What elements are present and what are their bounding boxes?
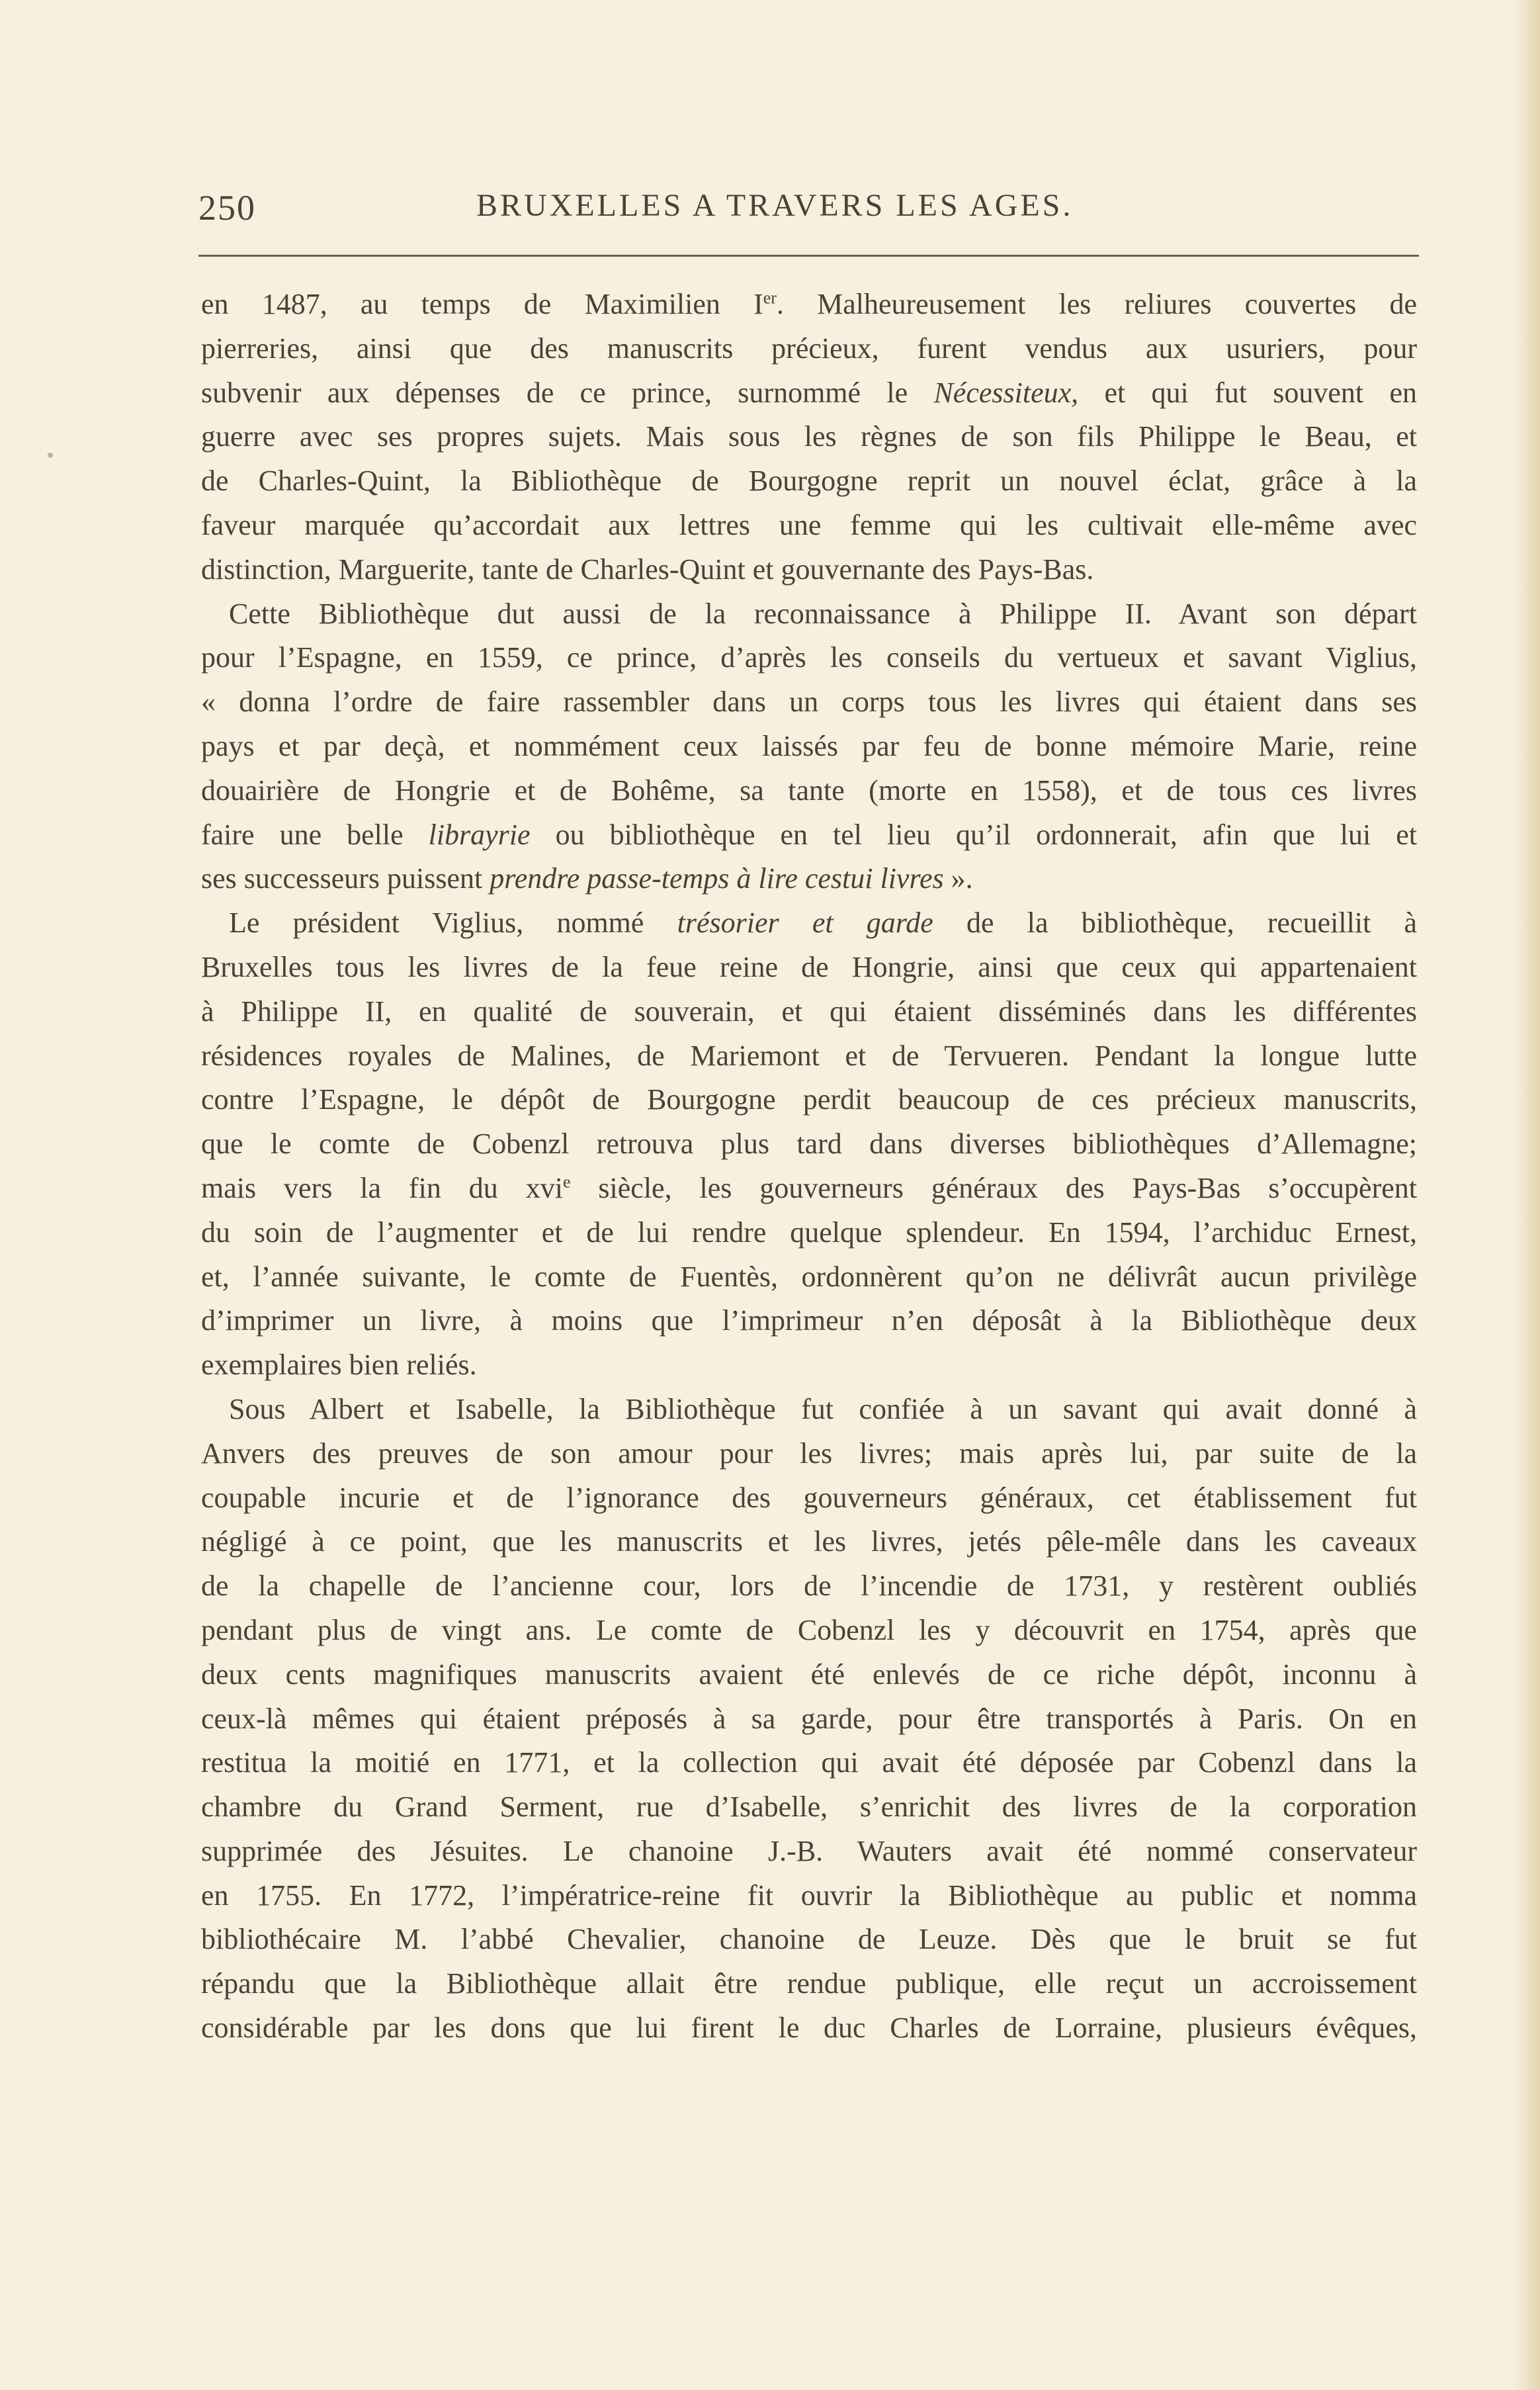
text-line (201, 1785, 1417, 1830)
text-run: douairière de Hongrie et de Bohême, sa tante (morte en 1558), et de tous ces livres (201, 774, 1417, 807)
text-line (201, 1830, 1417, 1874)
text-run: bibliothécaire M. l’abbé Chevalier, chanoine de Leuze. Dès que le bruit se fut (201, 1923, 1417, 1956)
text-line (201, 1741, 1417, 1785)
text-run: pour l’Espagne, en 1559, ce prince, d’après les conseils du vertueux et savant Viglius, (201, 641, 1417, 674)
text-line (201, 1874, 1417, 1918)
page-edge-shading (1514, 0, 1540, 2390)
text-run: et qui fut souvent en (1078, 376, 1417, 409)
italic-phrase: librayrie (428, 818, 531, 851)
text-run: ». (943, 862, 973, 895)
text-line (201, 327, 1417, 371)
text-line (201, 769, 1417, 813)
text-line (201, 1697, 1417, 1742)
text-run: et, l’année suivante, le comte de Fuentès, ordonnèrent qu’on ne délivrât aucun privilège (201, 1260, 1417, 1293)
running-title: BRUXELLES A TRAVERS LES AGES. (476, 188, 1074, 223)
text-run: guerre avec ses propres sujets. Mais sous les règnes de son fils Philippe le Beau, et (201, 420, 1417, 453)
text-line (201, 2006, 1417, 2051)
text-run: . Malheureusement les reliures couvertes de (776, 288, 1417, 320)
paper-speck (48, 453, 53, 458)
text-line (201, 1299, 1417, 1343)
text-line (201, 1476, 1417, 1521)
text-run: contre l’Espagne, le dépôt de Bourgogne perdit beaucoup de ces précieux manuscrits, (201, 1083, 1417, 1116)
italic-phrase: trésorier et garde (677, 907, 933, 940)
text-line (201, 592, 1417, 637)
text-line (201, 1211, 1417, 1255)
text-run: Le président Viglius, nommé (229, 907, 677, 940)
text-run: faveur marquée qu’accordait aux lettres une femme qui les cultivait elle-même avec (201, 508, 1417, 541)
text-run: Bruxelles tous les livres de la feue reine de Hongrie, ainsi que ceux qui appartenaient (201, 950, 1417, 983)
text-run: « donna l’ordre de faire rassembler dans un corps tous les livres qui étaient dans ses (201, 686, 1417, 719)
text-run: à Philippe II, en qualité de souverain, et qui étaient disséminés dans les différentes (201, 995, 1417, 1028)
text-run: en 1755. En 1772, l’impératrice-reine fit ouvrir la Bibliothèque au public et nomma (201, 1879, 1417, 1912)
text-line (201, 1962, 1417, 2006)
text-run: mais vers la fin du xvi (201, 1171, 563, 1204)
text-run: ceux-là mêmes qui étaient préposés à sa garde, pour être transportés à Paris. On en (201, 1702, 1417, 1735)
text-line (201, 371, 1417, 416)
text-run: Cette Bibliothèque dut aussi de la reconnaissance à Philippe II. Avant son départ (229, 597, 1417, 630)
text-line (201, 1255, 1417, 1300)
text-line (201, 1343, 1417, 1388)
text-line (201, 1609, 1417, 1653)
text-run: considérable par les dons que lui firent le duc Charles de Lorraine, plusieurs évêques, (201, 2012, 1417, 2045)
text-run: deux cents magnifiques manuscrits avaient été enlevés de ce riche dépôt, inconnu à (201, 1658, 1417, 1691)
text-run: coupable incurie et de l’ignorance des gouverneurs généraux, cet établissement fut (201, 1481, 1417, 1514)
text-line (201, 1122, 1417, 1167)
text-run: siècle, les gouverneurs généraux des Pays-Bas s’occupèrent (570, 1171, 1417, 1204)
text-run: pendant plus de vingt ans. Le comte de Cobenzl les y découvrit en 1754, après que (201, 1613, 1417, 1646)
text-run: distinction, Marguerite, tante de Charles-Quint et gouvernante des Pays-Bas. (201, 553, 1094, 586)
text-line (201, 1078, 1417, 1122)
text-line (201, 1388, 1417, 1432)
text-run: répandu que la Bibliothèque allait être rendue publique, elle reçut un accroissement (201, 1967, 1417, 2000)
text-line (201, 1034, 1417, 1079)
text-line (201, 813, 1417, 858)
text-run: d’imprimer un livre, à moins que l’imprimeur n’en déposât à la Bibliothèque deux (201, 1304, 1417, 1337)
superscript: e (562, 1172, 571, 1192)
text-run: ou bibliothèque en tel lieu qu’il ordonnerait, afin que lui et (530, 818, 1418, 851)
text-run: Anvers des preuves de son amour pour les livres; mais après lui, par suite de la (201, 1437, 1417, 1470)
text-run: subvenir aux dépenses de ce prince, surnommé le (201, 376, 934, 409)
text-line (201, 1653, 1417, 1697)
text-run: négligé à ce point, que les manuscrits et les livres, jetés pêle-mêle dans les caveaux (201, 1525, 1417, 1558)
paragraph (201, 1388, 1417, 2051)
italic-phrase: prendre passe-temps à lire cestui livres (490, 862, 944, 895)
text-run: Sous Albert et Isabelle, la Bibliothèque fut confiée à un savant qui avait donné à (229, 1392, 1417, 1425)
text-run: que le comte de Cobenzl retrouva plus tard dans diverses bibliothèques d’Allemagne; (201, 1128, 1417, 1161)
text-line (201, 636, 1417, 680)
text-run: en 1487, au temps de Maximilien I (201, 288, 763, 320)
text-run: du soin de l’augmenter et de lui rendre quelque splendeur. En 1594, l’archiduc Ernest, (201, 1216, 1417, 1249)
body-text (201, 283, 1417, 2051)
text-run: supprimée des Jésuites. Le chanoine J.-B. Wauters avait été nommé conservateur (201, 1834, 1417, 1867)
page-number: 250 (198, 188, 256, 228)
text-line (201, 548, 1417, 592)
paragraph (201, 901, 1417, 1388)
text-run: résidences royales de Malines, de Mariemont et de Tervueren. Pendant la longue lutte (201, 1039, 1417, 1072)
text-run: chambre du Grand Serment, rue d’Isabelle, s’enrichit des livres de la corporation (201, 1791, 1417, 1824)
paragraph (201, 283, 1417, 592)
text-line (201, 680, 1417, 725)
text-run: pierreries, ainsi que des manuscrits précieux, furent vendus aux usuriers, pour (201, 332, 1417, 365)
text-run: de Charles-Quint, la Bibliothèque de Bourgogne reprit un nouvel éclat, grâce à la (201, 465, 1417, 498)
text-line (201, 459, 1417, 504)
text-line (201, 1918, 1417, 1962)
text-line (201, 283, 1417, 327)
text-run: faire une belle (201, 818, 429, 851)
superscript: er (763, 288, 777, 308)
text-line (201, 725, 1417, 769)
page-header (198, 187, 1419, 240)
text-line (201, 1564, 1417, 1609)
text-run: ses successeurs puissent (201, 862, 490, 895)
text-line (201, 1167, 1417, 1211)
paragraph (201, 592, 1417, 902)
text-run: pays et par deçà, et nommément ceux laissés par feu de bonne mémoire Marie, reine (201, 729, 1417, 762)
text-run: de la chapelle de l’ancienne cour, lors de l’incendie de 1731, y restèrent oubliés (201, 1570, 1417, 1603)
text-line (201, 1432, 1417, 1476)
text-line (201, 946, 1417, 990)
text-line (201, 1520, 1417, 1564)
text-run: restitua la moitié en 1771, et la collection qui avait été déposée par Cobenzl dans la (201, 1746, 1417, 1779)
text-run: exemplaires bien reliés. (201, 1349, 477, 1382)
text-line (201, 504, 1417, 548)
text-line (201, 990, 1417, 1034)
italic-phrase: Nécessiteux, (933, 376, 1079, 409)
header-rule (198, 255, 1419, 257)
text-run: de la bibliothèque, recueillit à (933, 907, 1417, 940)
text-line (201, 857, 1417, 901)
text-line (201, 415, 1417, 459)
text-line (201, 901, 1417, 946)
